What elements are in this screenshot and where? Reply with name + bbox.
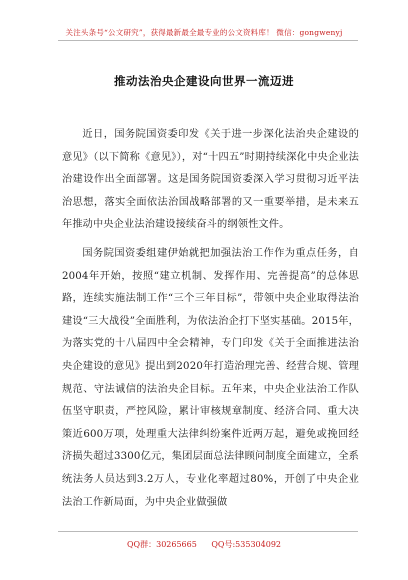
footer-divider (58, 531, 358, 532)
paragraph: 近日，国务院国资委印发《关于进一步深化法治央企建设的意见》（以下简称《意见》），对“十四五”时期持续深化中央企业法治建设作出全面部署。这是国务院国资委深入学习贯彻习近平法治思想，落实全面依法治国战略部署的又一重要举措，是未来五年推动中央企业法治建设接续奋斗的纲领性文件。 (62, 129, 359, 231)
header-divider (58, 40, 358, 41)
document-body (62, 124, 359, 520)
footer-qq-group: QQ群：30265665 (126, 540, 197, 549)
paragraph: 国务院国资委组建伊始就把加强法治工作作为重点任务，自2004年开始，按照“建立机制、发挥作用、完善提高”的总体思路，连续实施法制工作“三个三年目标”，带领中央企业取得法治建设“三大战役”全面胜利，为依法治企打下坚实基础。2015年，为落实党的十八届四中全会精神，专门印发《关于全面推进法治央企建设的意见》提出到2020年打造治理完善、经营合规、管理规范、守法诚信的法治央企目标。五年来，中央企业法治工作队伍坚守职责，严控风险，累计审核规章制度、经济合同、重大决策近600万项，处理重大法律纠纷案件近两万起，避免或挽回经济损失超过3300亿元，集团层面总法律顾问制度全面建立，全系统法务人员达到3.2万人，专业化率超过80%，开创了中央企业法治工作新局面，为中央企业做强做 (62, 247, 359, 508)
footer-qq-number: QQ号:535304092 (211, 540, 281, 549)
footer (0, 539, 408, 550)
document-title: 推动法治央企建设向世界一流迈进 (114, 74, 294, 88)
header-banner: 关注头条号“公文研究”，获得最新最全最专业的公文资料库！ 微信：gongwenyj (65, 28, 343, 37)
